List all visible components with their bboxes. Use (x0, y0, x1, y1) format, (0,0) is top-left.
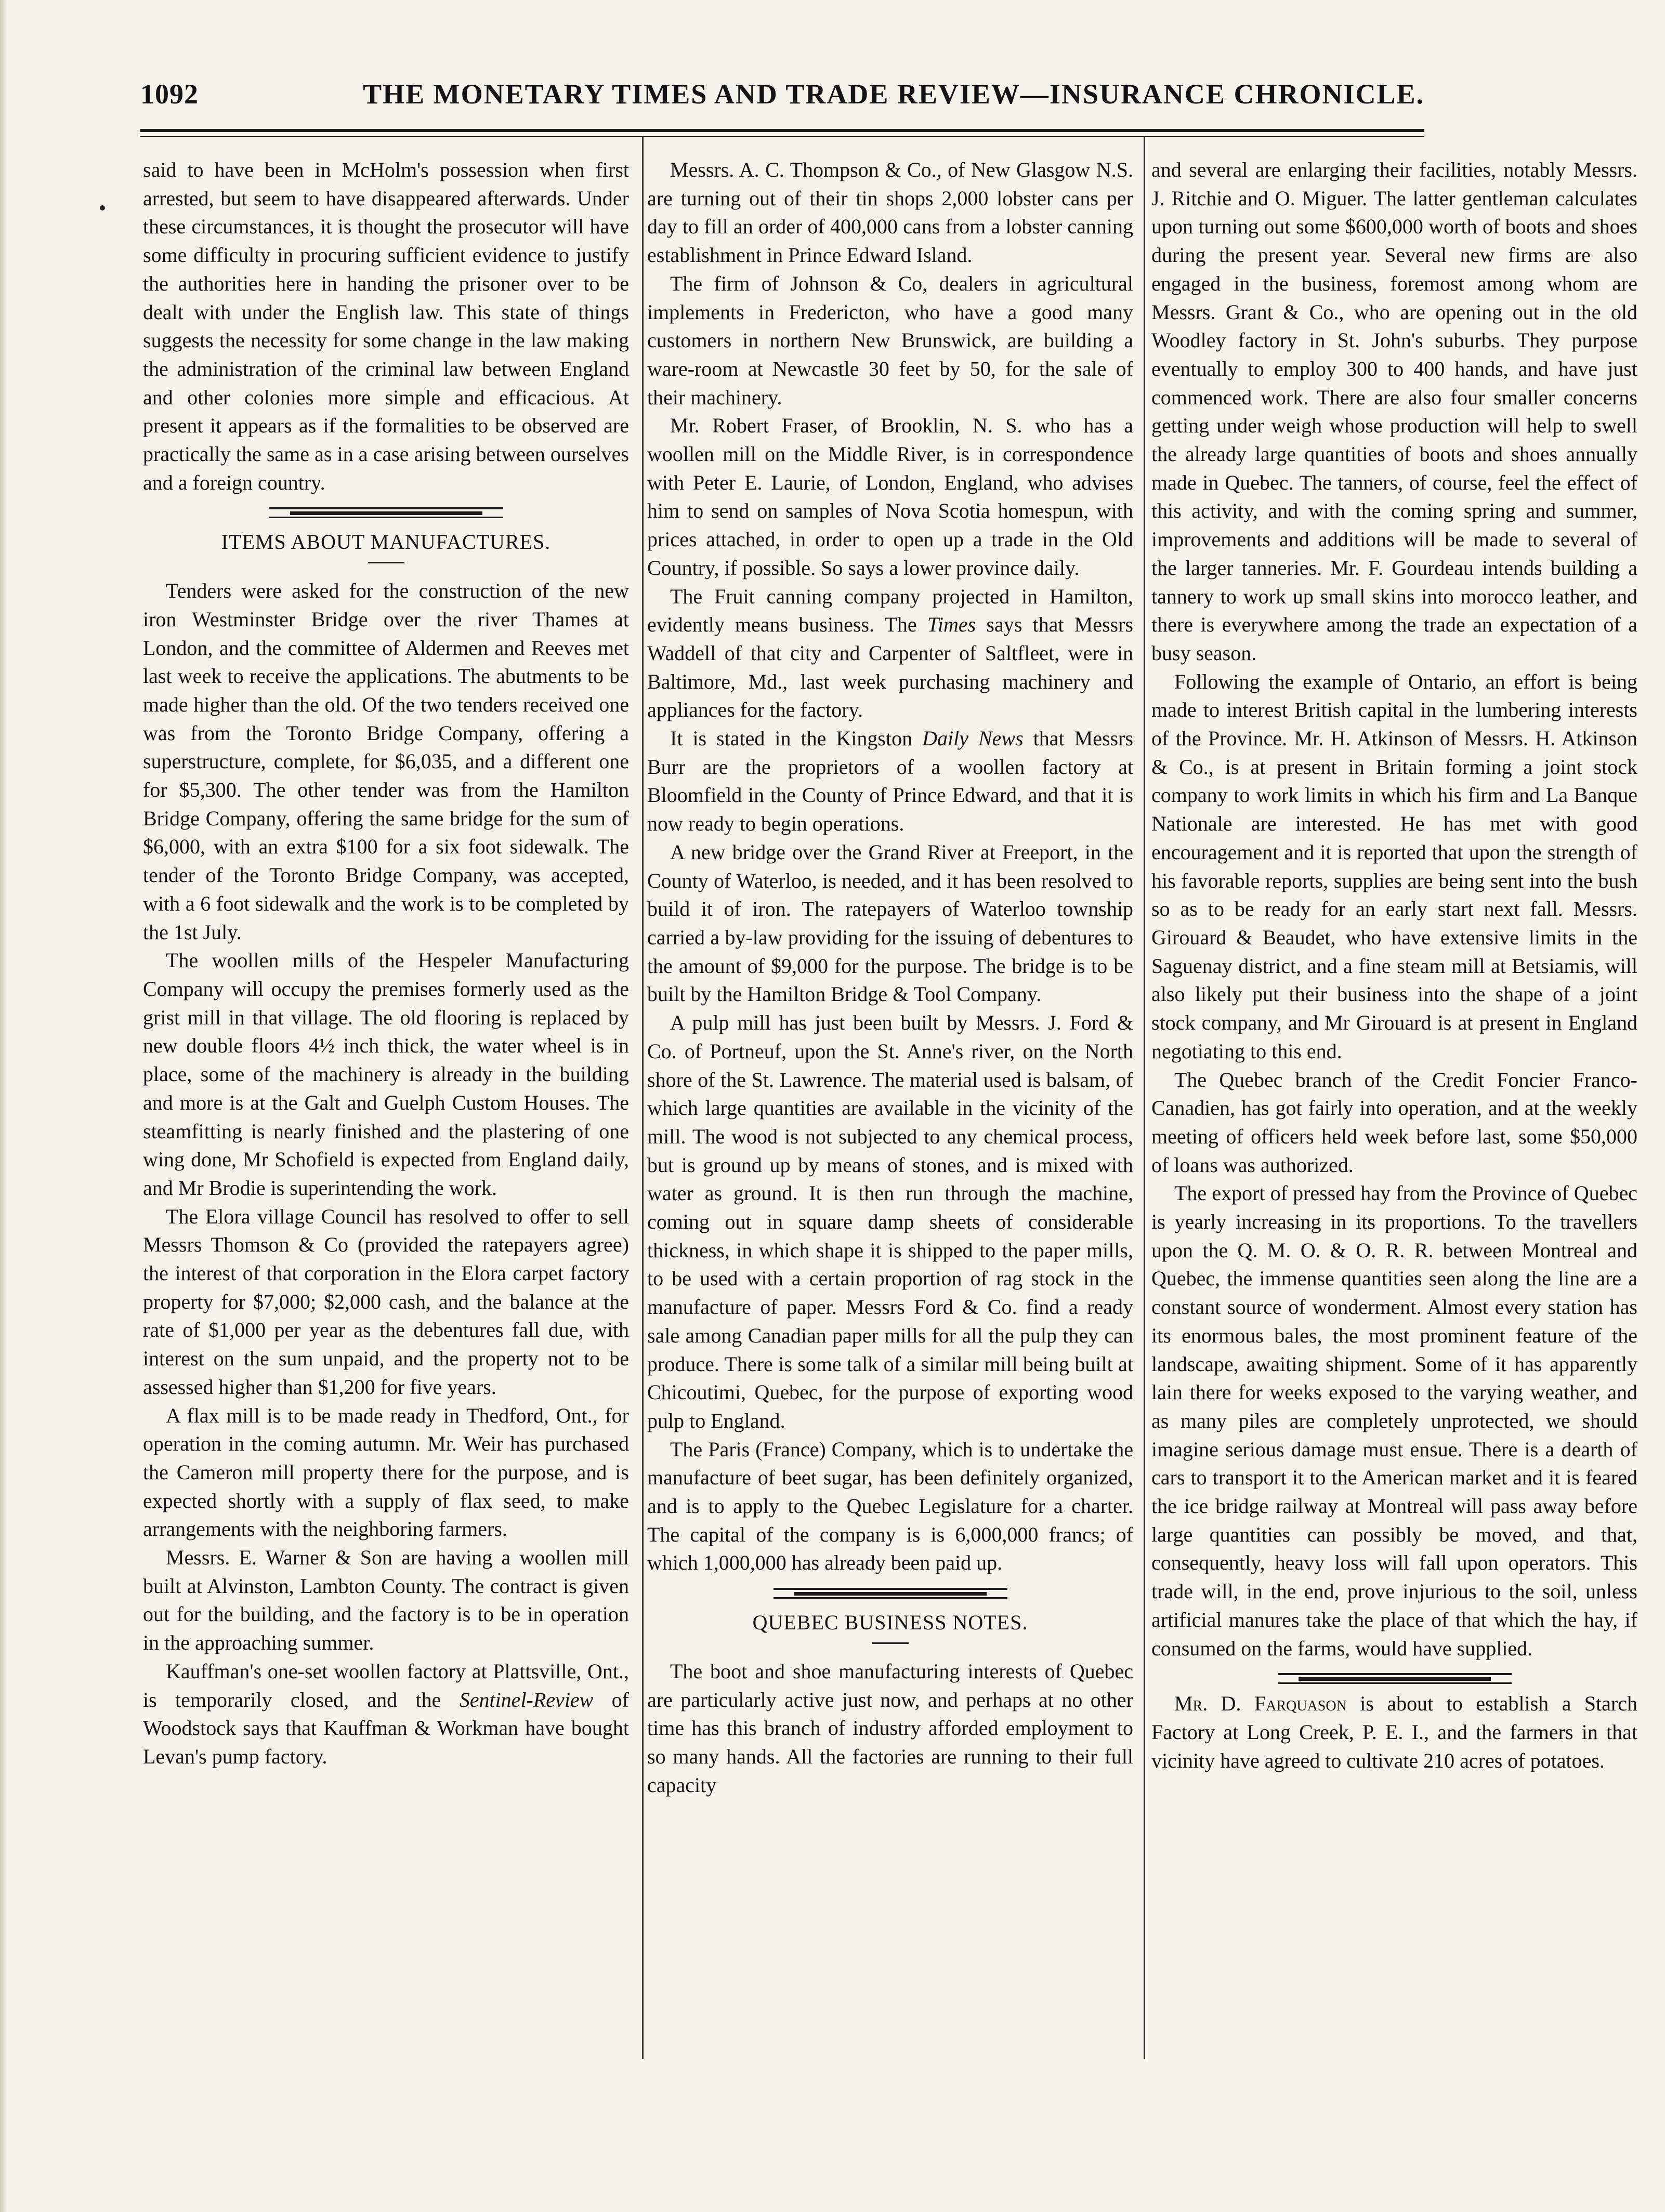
section-ornament-rule (773, 1588, 1007, 1599)
column-rule-2 (1144, 136, 1145, 2059)
article-paragraph: A new bridge over the Grand River at Freeport, in the County of Waterloo, is needed, and it has been resolved to build it of iron. The ratepayers of Waterloo township carried a by-law providing for the issuing of debentures to the amount of $9,000 for the purpose. The bridge is to be built by the Hamilton Bridge & Tool Company. (647, 840, 1133, 1006)
article-paragraph: Following the example of Ontario, an effort is being made to interest British capital in the lumbering interests of the Province. Mr. H. Atkinson of Messrs. H. Atkinson & Co., is at present in Britain forming a joint stock company to work limits in which his firm and La Banque Nationale are interested. He has met with good encouragement and it is reported that upon the strength of his favorable reports, supplies are being sent into the bush so as to be ready for an early start next fall. Messrs. Girouard & Beaudet, who have extensive limits in the Saguenay district, and a fine steam mill at Betsiamis, will also likely put their business into the shape of a joint stock company, and Mr Girouard is at present in England negotiating to this end. (1151, 669, 1637, 1063)
running-title: THE MONETARY TIMES AND TRADE REVIEW—INSURANCE CHRONICLE. (363, 78, 1424, 110)
section-heading: ITEMS ABOUT MANUFACTURES. (221, 530, 551, 554)
article-paragraph: Messrs. E. Warner & Son are having a woollen mill built at Alvinston, Lambton County. The contract is given out for the building, and the factory is to be in operation in the approaching summer. (143, 1546, 629, 1655)
article-paragraph: Messrs. A. C. Thompson & Co., of New Glasgow N.S. are turning out of their tin shops 2,000 lobster cans per day to fill an order of 400,000 cans from a lobster canning establishment in Prince Edward Island. (647, 158, 1133, 267)
newspaper-title: Daily News (922, 727, 1024, 750)
article-paragraph: A pulp mill has just been built by Messrs. J. Ford & Co. of Portneuf, upon the St. Anne's river, on the North shore of the St. Lawrence. The material used is balsam, of which large quantities are available in the vicinity of the mill. The wood is not subjected to any chemical process, but is ground up by means of stones, and is mixed with water as ground. It is then run through the machine, coming out in square damp sheets of considerable thickness, in which shape it is shipped to the paper mills, to be used with a certain proportion of rag stock in the manufacture of paper. Messrs Ford & Co. find a ready sale among Canadian paper mills for all the pulp they can produce. There is some talk of a similar mill being built at Chicoutimi, Quebec, for the purpose of exporting wood pulp to England. (647, 1011, 1133, 1432)
newspaper-title: Sentinel-Review (459, 1688, 594, 1711)
article-paragraph: The Paris (France) Company, which is to undertake the manufacture of beet sugar, has been definitely organized, and is to apply to the Quebec Legislature for a charter. The capital of the company is is 6,000,000 francs; of which 1,000,000 has already been paid up. (647, 1437, 1133, 1575)
article-paragraph: The boot and shoe manufacturing interests of Quebec are particularly active just now, and perhaps at no other time has this branch of industry afforded employment to so many hands. All the factories are running to their full capacity (647, 1659, 1133, 1797)
article-paragraph: Mr. Robert Fraser, of Brooklin, N. S. who has a woollen mill on the Middle River, is in correspondence with Peter E. Laurie, of London, England, who advises him to send on samples of Nova Scotia homespun, with prices attached, in order to open up a trade in the Old Country, if possible. So says a lower province daily. (647, 414, 1133, 580)
section-ornament-rule (269, 507, 503, 519)
article-paragraph: The Fruit canning company projected in Hamilton, evidently means business. The Times says that Messrs Waddell of that city and Carpenter of Saltfleet, were in Baltimore, Md., last week purchasing machinery and appliances for the factory. (647, 584, 1133, 722)
header-rule-thin (140, 136, 1424, 137)
article-paragraph: The export of pressed hay from the Province of Quebec is yearly increasing in its proportions. To the travellers upon the Q. M. O. & O. R. R. between Montreal and Quebec, the immense quantities seen along the line are a constant source of wonderment. Almost every station has its enormous bales, the most prominent feature of the landscape, awaiting shipment. Some of it has apparently lain there for weeks exposed to the varying weather, and as many piles are completely unprotected, we should imagine serious damage must ensue. There is a dearth of cars to transport it to the American market and it is feared the ice bridge railway at Montreal will pass away before large quantities can possibly be moved, and that, consequently, heavy loss will fall upon operators. This trade will, in the end, prove injurious to the soil, unless artificial manures take the place of that which the hay, if consumed on the farms, would have supplied. (1151, 1181, 1637, 1660)
column-3 (1151, 156, 1637, 1775)
article-paragraph: Tenders were asked for the construction of the new iron Westminster Bridge over the river Thames at London, and the committee of Aldermen and Reeves met last week to receive the applications. The abutments to be made higher than the old. Of the two tenders received one was from the Toronto Bridge Company, offering a superstructure, complete, for $6,035, and a different one for $5,300. The other tender was from the Hamilton Bridge Company, offering the same bridge for the sum of $6,000, with an extra $100 for a six foot sidewalk. The tender of the Toronto Bridge Company, was accepted, with a 6 foot sidewalk and the work is to be completed by the 1st July. (143, 579, 629, 944)
header-rule-thick (140, 129, 1424, 132)
section-heading: QUEBEC BUSINESS NOTES. (752, 1611, 1028, 1635)
article-paragraph: The Quebec branch of the Credit Foncier Franco-Canadien, has got fairly into operation, and at the weekly meeting of officers held week before last, some $50,000 of loans was authorized. (1151, 1068, 1637, 1177)
page-header (140, 78, 1424, 125)
page-number: 1092 (140, 78, 199, 110)
article-paragraph: The firm of Johnson & Co, dealers in agricultural implements in Fredericton, who have a good many customers in northern New Brunswick, are building a ware-room at Newcastle 30 feet by 50, for the sale of their machinery. (647, 271, 1133, 409)
person-name: Mr. D. Farquason (1174, 1692, 1347, 1716)
newspaper-title: Times (927, 613, 976, 637)
article-paragraph: The Elora village Council has resolved to offer to sell Messrs Thomson & Co (provided the ratepayers agree) the interest of that corporation in the Elora carpet factory property for $7,000; $2,000 cash, and the balance at the rate of $1,000 per year as the debentures fall due, with interest on the sum unpaid, and the property not to be assessed higher than $1,200 for five years. (143, 1204, 629, 1399)
article-paragraph: A flax mill is to be made ready in Thedford, Ont., for operation in the coming autumn. Mr. Weir has purchased the Cameron mill property there for the purpose, and is expected shortly with a supply of flax seed, to make arrangements with the neighboring farmers. (143, 1403, 629, 1541)
article-paragraph: Kauffman's one-set woollen factory at Plattsville, Ont., is temporarily closed, and the Sentinel-Review of Woodstock says that Kauffman & Workman have bought Levan's pump factory. (143, 1659, 629, 1768)
article-paragraph: The woollen mills of the Hespeler Manufacturing Company will occupy the premises formerly used as the grist mill in that village. The old flooring is replaced by new double floors 4½ inch thick, the water wheel is in place, some of the machinery is already in the building and more is at the Galt and Guelph Custom Houses. The steamfitting is nearly finished and the plastering of one wing done, Mr Schofield is expected from England daily, and Mr Brodie is superintending the work. (143, 949, 629, 1200)
heading-short-rule (872, 1642, 909, 1644)
article-paragraph: It is stated in the Kingston Daily News that Messrs Burr are the proprietors of a woollen factory at Bloomfield in the County of Prince Edward, and that it is now ready to begin operations. (647, 727, 1134, 836)
column-1 (143, 156, 629, 1771)
column-rule-1 (642, 136, 644, 2059)
column-2 (647, 156, 1133, 1799)
article-paragraph: and several are enlarging their facilities, notably Messrs. J. Ritchie and O. Miguer. The latter gentleman calculates upon turning out some $600,000 worth of boots and shoes during the present year. Several new firms are also engaged in the business, foremost among whom are Messrs. Grant & Co., who are opening out in the old Woodley factory in St. John's suburbs. They purpose eventually to employ 300 to 400 hands, and have just commenced work. There are also four smaller concerns getting under weigh whose production will help to swell the already large quantities of boots and shoes annually made in Quebec. The tanners, of course, feel the effect of this activity, and with the coming spring and summer, improvements and additions will be made to several of the larger tanneries. Mr. F. Gourdeau intends building a tannery to work up small skins into morocco leather, and there is everywhere among the trade an expectation of a busy season. (1151, 158, 1637, 665)
article-paragraph: said to have been in McHolm's possession when first arrested, but seem to have disappeared afterwards. Under these circumstances, it is thought the prosecutor will have some difficulty in procuring sufficient evidence to justify the authorities here in handing the prisoner over to be dealt with under the English law. This state of things suggests the necessity for some change in the law making the administration of the criminal law between England and other colonies more simple and efficacious. At present it appears as if the formalities to be observed are practically the same as in a case arising between ourselves and a foreign country. (143, 158, 629, 494)
page-edge-shadow (0, 0, 7, 2212)
heading-short-rule (368, 562, 404, 563)
section-ornament-rule (1278, 1673, 1512, 1684)
ink-speck (100, 205, 105, 210)
article-paragraph: Mr. D. Farquason is about to establish a Starch Factory at Long Creek, P. E. I., and the farmers in that vicinity have agreed to cultivate 210 acres of potatoes. (1151, 1692, 1637, 1772)
